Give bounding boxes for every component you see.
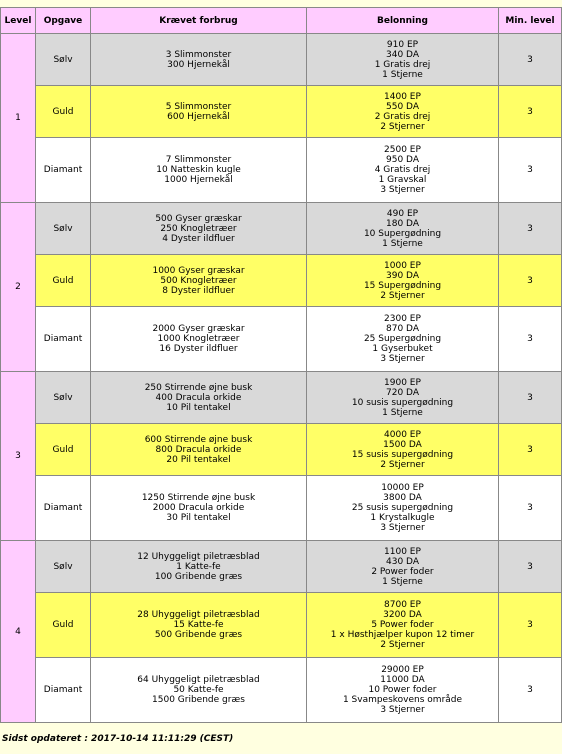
belonning-cell [307, 658, 498, 722]
table-row [1, 658, 561, 722]
forbrug-line: 1500 Gribende græs [152, 695, 245, 705]
forbrug-line: 2000 Dracula orkide [152, 503, 245, 513]
belonning-line: 1 Gyserbuket [372, 344, 433, 354]
belonning-line: 390 DA [386, 270, 419, 281]
belonning-line: 1 Stjerne [382, 69, 423, 80]
forbrug-line: 20 Pil tentakel [166, 454, 231, 465]
opgave-cell: Diamant [36, 658, 90, 722]
forbrug-cell [91, 372, 306, 423]
belonning-line: 25 Supergødning [363, 334, 442, 344]
min-level-cell: 3 [499, 86, 561, 137]
forbrug-line: 64 Uhyggeligt piletræsblad [137, 675, 260, 685]
forbrug-line: 16 Dyster ildfluer [159, 344, 238, 354]
forbrug-line: 7 Slimmonster [165, 155, 232, 165]
forbrug-line: 600 Hjernekål [167, 111, 230, 122]
opgave-cell: Diamant [36, 307, 90, 371]
belonning-line: 4 Gratis drej [374, 165, 431, 175]
forbrug-line: 600 Stirrende øjne busk [144, 434, 253, 445]
opgave-cell: Diamant [36, 138, 90, 202]
belonning-line: 3 Stjerner [380, 705, 425, 715]
min-level-cell: 3 [499, 658, 561, 722]
belonning-line: 15 Supergødning [363, 280, 442, 291]
opgave-cell: Guld [36, 255, 90, 306]
header-belonning: Belonning [307, 8, 498, 33]
belonning-line: 1 Stjerne [382, 238, 423, 249]
belonning-line: 2 Stjerner [380, 459, 425, 470]
belonning-line: 3 Stjerner [380, 354, 425, 364]
belonning-line: 1 Krystalkugle [370, 513, 435, 523]
forbrug-line: 250 Stirrende øjne busk [144, 382, 253, 393]
level-cell: 1 [1, 34, 35, 202]
forbrug-line: 2000 Gyser græskar [152, 324, 245, 334]
belonning-line: 4000 EP [384, 429, 421, 440]
table-row [1, 593, 561, 657]
table-row [1, 138, 561, 202]
belonning-line: 910 EP [386, 39, 419, 50]
belonning-line: 8700 EP [384, 600, 421, 610]
level-cell: 3 [1, 372, 35, 540]
belonning-line: 11000 DA [380, 675, 425, 685]
belonning-cell [307, 138, 498, 202]
header-row [1, 8, 561, 33]
belonning-line: 15 susis supergødning [351, 449, 454, 460]
belonning-cell [307, 424, 498, 475]
min-level-cell: 3 [499, 255, 561, 306]
forbrug-cell [91, 255, 306, 306]
forbrug-line: 30 Pil tentakel [166, 513, 231, 523]
belonning-line: 10 Power foder [368, 685, 437, 695]
belonning-line: 25 susis supergødning [351, 503, 454, 513]
belonning-line: 340 DA [386, 49, 419, 60]
forbrug-line: 10 Pil tentakel [166, 402, 231, 413]
forbrug-line: 300 Hjernekål [167, 59, 230, 70]
belonning-line: 3 Stjerner [380, 523, 425, 533]
forbrug-cell [91, 476, 306, 540]
belonning-line: 1500 DA [383, 439, 422, 450]
forbrug-cell [91, 593, 306, 657]
table-row [1, 424, 561, 475]
belonning-line: 870 DA [386, 324, 419, 334]
forbrug-cell [91, 138, 306, 202]
table-row [1, 476, 561, 540]
forbrug-line: 1000 Hjernekål [164, 175, 233, 185]
forbrug-cell [91, 203, 306, 254]
min-level-cell: 3 [499, 203, 561, 254]
opgave-cell: Sølv [36, 34, 90, 85]
table-row [1, 34, 561, 85]
table-row [1, 541, 561, 592]
belonning-line: 180 DA [386, 218, 419, 229]
belonning-line: 10 susis supergødning [351, 397, 454, 408]
min-level-cell: 3 [499, 476, 561, 540]
belonning-line: 2 Power foder [371, 566, 434, 577]
quest-table-body [1, 34, 561, 722]
belonning-line: 1000 EP [384, 260, 421, 271]
belonning-cell [307, 34, 498, 85]
forbrug-cell [91, 658, 306, 722]
quest-table [0, 7, 562, 723]
belonning-line: 550 DA [386, 101, 419, 112]
belonning-cell [307, 255, 498, 306]
min-level-cell: 3 [499, 372, 561, 423]
belonning-cell [307, 307, 498, 371]
last-updated: Sidst opdateret : 2017-10-14 11:11:29 (CEST) [2, 734, 234, 744]
forbrug-line: 800 Dracula orkide [155, 444, 242, 455]
forbrug-line: 1000 Gyser græskar [152, 265, 245, 276]
header-forbrug: Krævet forbrug [91, 8, 306, 33]
belonning-cell [307, 372, 498, 423]
belonning-line: 5 Power foder [371, 620, 434, 630]
table-row [1, 203, 561, 254]
opgave-cell: Guld [36, 424, 90, 475]
belonning-line: 490 EP [386, 208, 419, 219]
belonning-line: 29000 EP [381, 665, 424, 675]
belonning-line: 3200 DA [383, 610, 422, 620]
belonning-line: 1 Stjerne [382, 576, 423, 587]
belonning-line: 1900 EP [384, 377, 421, 388]
table-row [1, 372, 561, 423]
forbrug-line: 500 Knogletræer [160, 275, 237, 286]
opgave-cell: Guld [36, 593, 90, 657]
belonning-line: 430 DA [386, 556, 419, 567]
min-level-cell: 3 [499, 541, 561, 592]
forbrug-line: 3 Slimmonster [165, 49, 232, 60]
forbrug-line: 500 Gyser græskar [155, 213, 242, 224]
table-row [1, 255, 561, 306]
forbrug-cell [91, 424, 306, 475]
min-level-cell: 3 [499, 593, 561, 657]
forbrug-line: 100 Gribende græs [154, 571, 243, 582]
min-level-cell: 3 [499, 138, 561, 202]
forbrug-line: 1000 Knogletræer [157, 334, 240, 344]
header-level: Level [1, 8, 35, 33]
belonning-line: 1100 EP [384, 546, 421, 557]
belonning-line: 2300 EP [384, 314, 421, 324]
forbrug-line: 28 Uhyggeligt piletræsblad [137, 610, 260, 620]
belonning-line: 2 Stjerner [380, 640, 425, 650]
belonning-line: 2 Stjerner [380, 121, 425, 132]
forbrug-cell [91, 34, 306, 85]
forbrug-line: 4 Dyster ildfluer [162, 233, 235, 244]
belonning-line: 720 DA [386, 387, 419, 398]
belonning-line: 3 Stjerner [380, 185, 425, 195]
table-row [1, 307, 561, 371]
forbrug-line: 1250 Stirrende øjne busk [141, 493, 256, 503]
belonning-line: 950 DA [386, 155, 419, 165]
forbrug-line: 1 Katte-fe [176, 561, 221, 572]
belonning-cell [307, 86, 498, 137]
forbrug-line: 400 Dracula orkide [155, 392, 242, 403]
forbrug-line: 250 Knogletræer [160, 223, 237, 234]
forbrug-cell [91, 86, 306, 137]
header-min-level: Min. level [499, 8, 561, 33]
min-level-cell: 3 [499, 424, 561, 475]
opgave-cell: Guld [36, 86, 90, 137]
belonning-line: 1 x Høsthjælper kupon 12 timer [330, 630, 475, 640]
forbrug-line: 8 Dyster ildfluer [162, 285, 235, 296]
belonning-line: 1 Svampeskovens område [342, 695, 463, 705]
belonning-cell [307, 203, 498, 254]
belonning-line: 1 Stjerne [382, 407, 423, 418]
forbrug-line: 500 Gribende græs [154, 630, 243, 640]
belonning-line: 1400 EP [384, 91, 421, 102]
min-level-cell: 3 [499, 34, 561, 85]
min-level-cell: 3 [499, 307, 561, 371]
table-row [1, 86, 561, 137]
belonning-line: 1 Gratis drej [374, 59, 431, 70]
belonning-line: 1 Gravskal [378, 175, 427, 185]
opgave-cell: Sølv [36, 541, 90, 592]
level-cell: 2 [1, 203, 35, 371]
belonning-cell [307, 541, 498, 592]
belonning-line: 2500 EP [384, 145, 421, 155]
forbrug-line: 50 Katte-fe [173, 685, 224, 695]
belonning-line: 3800 DA [383, 493, 422, 503]
belonning-line: 10 Supergødning [363, 228, 442, 239]
forbrug-line: 5 Slimmonster [165, 101, 232, 112]
belonning-line: 10000 EP [381, 483, 424, 493]
belonning-cell [307, 593, 498, 657]
forbrug-line: 15 Katte-fe [173, 620, 224, 630]
forbrug-line: 12 Uhyggeligt piletræsblad [137, 551, 260, 562]
belonning-line: 2 Gratis drej [374, 111, 431, 122]
header-opgave: Opgave [36, 8, 90, 33]
opgave-cell: Sølv [36, 203, 90, 254]
belonning-cell [307, 476, 498, 540]
level-cell: 4 [1, 541, 35, 722]
forbrug-line: 10 Natteskin kugle [156, 165, 241, 175]
opgave-cell: Diamant [36, 476, 90, 540]
forbrug-cell [91, 541, 306, 592]
belonning-line: 2 Stjerner [380, 290, 425, 301]
forbrug-cell [91, 307, 306, 371]
opgave-cell: Sølv [36, 372, 90, 423]
